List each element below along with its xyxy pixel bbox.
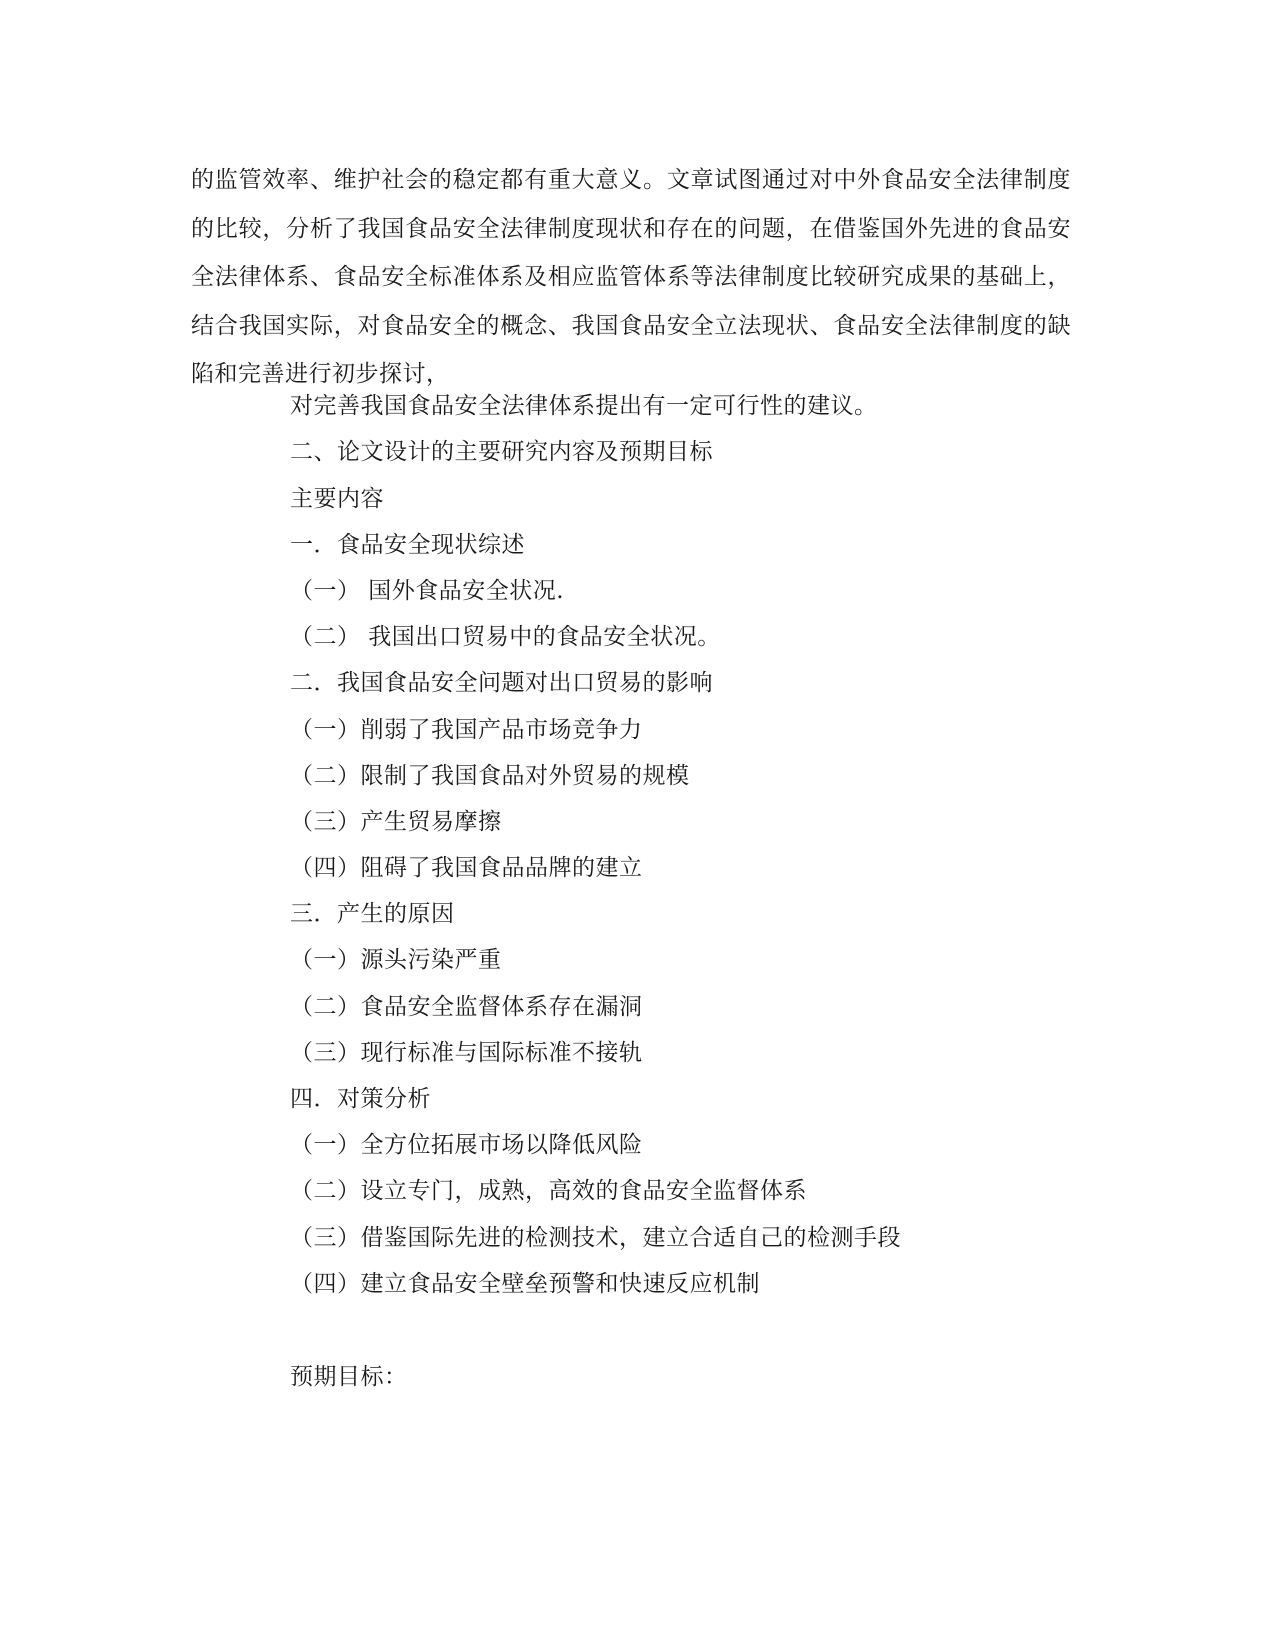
outline-subitem-4-1: （一）全方位拓展市场以降低风险 — [290, 1132, 643, 1158]
outline-subitem-2-4: （四）阻碍了我国食品品牌的建立 — [290, 855, 643, 881]
outline-subitem-3-1: （一）源头污染严重 — [290, 947, 502, 973]
outline-subitem-4-4: （四）建立食品安全壁垒预警和快速反应机制 — [290, 1271, 760, 1297]
outline-subitem-4-2: （二）设立专门，成熟，高效的食品安全监督体系 — [290, 1178, 807, 1204]
conclusion-line: 对完善我国食品安全法律体系提出有一定可行性的建议。 — [290, 393, 878, 419]
outline-subitem-2-2: （二）限制了我国食品对外贸易的规模 — [290, 763, 690, 789]
section-heading: 二、论文设计的主要研究内容及预期目标 — [290, 439, 713, 465]
outline-subitem-2-1: （一）削弱了我国产品市场竞争力 — [290, 717, 643, 743]
outline-subitem-3-2: （二）食品安全监督体系存在漏洞 — [290, 994, 643, 1020]
outline-item-2: 二．我国食品安全问题对出口贸易的影响 — [290, 670, 713, 696]
outline-item-3: 三．产生的原因 — [290, 901, 455, 927]
outline-subitem-4-3: （三）借鉴国际先进的检测技术，建立合适自己的检测手段 — [290, 1225, 901, 1251]
outline-item-1: 一．食品安全现状综述 — [290, 532, 525, 558]
outline-item-4: 四．对策分析 — [290, 1086, 431, 1112]
outline-subitem-1-2: （二） 我国出口贸易中的食品安全状况。 — [290, 624, 721, 650]
outline-subitem-1-1: （一） 国外食品安全状况. — [290, 578, 565, 604]
subheading-main-content: 主要内容 — [290, 486, 384, 512]
outline-subitem-3-3: （三）现行标准与国际标准不接轨 — [290, 1040, 643, 1066]
expected-goals-heading: 预期目标： — [290, 1364, 408, 1390]
intro-paragraph: 的监管效率、维护社会的稳定都有重大意义。文章试图通过对中外食品安全法律制度的比较，分析了我国食品安全法律制度现状和存在的问题，在借鉴国外先进的食品安全法律体系、食品安全标准体系及相应监管体系等法律制度比较研究成果的基础上，结合我国实际，对食品安全的概念、我国食品安全立法现状、食品安全法律制度的缺陷和完善进行初步探讨， — [191, 167, 1071, 387]
outline-subitem-2-3: （三）产生贸易摩擦 — [290, 809, 502, 835]
